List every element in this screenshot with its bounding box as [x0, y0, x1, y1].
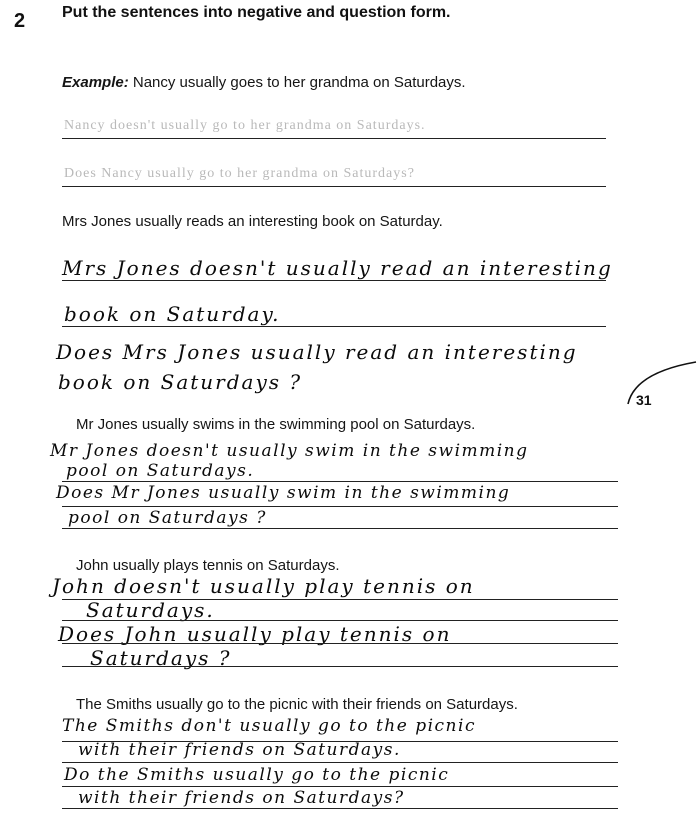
- item-2-negative-line-1: Mr Jones doesn't usually swim in the swimming: [50, 441, 529, 461]
- page-number: 31: [636, 392, 652, 408]
- item-3-prompt: John usually plays tennis on Saturdays.: [76, 557, 340, 574]
- item-1-negative-line-1: Mrs Jones doesn't usually read an interesting: [62, 256, 613, 280]
- item-1-question-line-2: book on Saturdays ?: [58, 370, 303, 394]
- item-4-negative-line-1: The Smiths don't usually go to the picnic: [62, 716, 476, 736]
- item-4-negative-line-2: with their friends on Saturdays.: [78, 740, 401, 760]
- item-2-negative-line-2: pool on Saturdays.: [66, 461, 255, 481]
- exercise-instruction: Put the sentences into negative and question form.: [62, 4, 451, 21]
- item-4-question-line-1: Do the Smiths usually go to the picnic: [64, 765, 450, 785]
- item-2-question-line-2: pool on Saturdays ?: [68, 508, 267, 528]
- item-1-question-line-1: Does Mrs Jones usually read an interesting: [56, 340, 578, 364]
- item-3-negative-line-1: John doesn't usually play tennis on: [52, 574, 475, 598]
- example-text: Nancy usually goes to her grandma on Saturdays.: [132, 74, 466, 91]
- item-1-prompt: Mrs Jones usually reads an interesting book on Saturday.: [62, 213, 443, 230]
- example-answer-line-1: Nancy doesn't usually go to her grandma on Saturdays.: [64, 118, 426, 133]
- item-2-question-line-1: Does Mr Jones usually swim in the swimming: [56, 483, 511, 503]
- item-4-question-line-2: with their friends on Saturdays?: [78, 788, 405, 808]
- item-1-negative-line-2: book on Saturday.: [64, 302, 281, 326]
- item-3-question-line-2: Saturdays ?: [90, 646, 232, 670]
- item-4-prompt: The Smiths usually go to the picnic with their friends on Saturdays.: [76, 696, 518, 713]
- example-label: Example:: [62, 74, 129, 91]
- item-2-prompt: Mr Jones usually swims in the swimming pool on Saturdays.: [76, 416, 476, 433]
- item-3-negative-line-2: Saturdays.: [86, 598, 215, 622]
- example-answer-line-2: Does Nancy usually go to her grandma on Saturdays?: [64, 166, 415, 181]
- exercise-number: 2: [14, 10, 26, 32]
- item-3-question-line-1: Does John usually play tennis on: [58, 622, 452, 646]
